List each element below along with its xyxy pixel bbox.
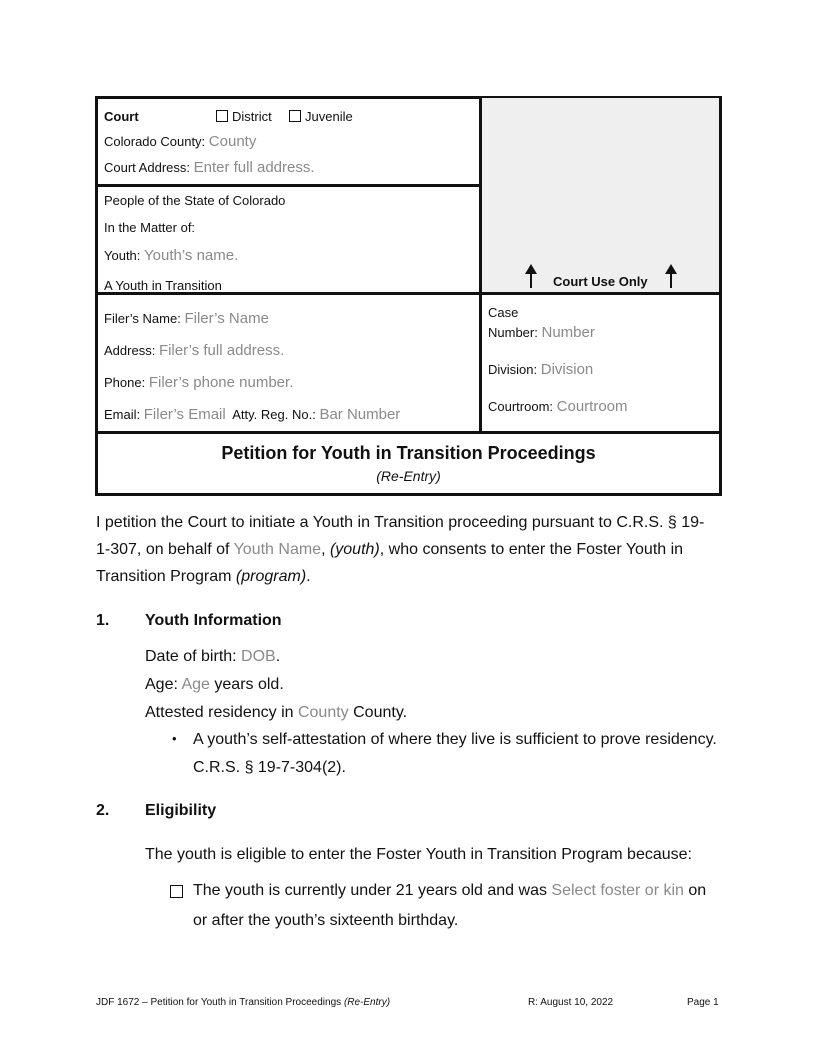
arrow-up-icon [670,268,672,288]
email-row [104,406,400,423]
court-address-label: Court Address: [104,160,190,175]
court-use-area [481,98,719,293]
county-label: Colorado County: [104,134,206,149]
court-address-row [104,159,315,176]
court-use-label: Court Use Only [553,274,648,289]
arrow-up-icon [530,268,532,288]
filer-address-row [104,342,284,359]
dob-field[interactable]: DOB [241,648,276,665]
intro-line-3 [96,568,311,586]
divider [479,96,482,434]
text: County. [348,704,408,721]
intro-line-2 [96,541,683,559]
text: . [306,568,311,585]
option-1-line-2: or after the youth’s sixteenth birthday. [193,912,459,929]
bullet-text-2: C.R.S. § 19-7-304(2). [193,759,346,776]
case-number-field[interactable]: Number [541,324,595,341]
foster-or-kin-dropdown[interactable]: Select foster or kin [551,882,684,899]
phone-row [104,374,293,391]
dob-row [145,648,280,666]
filer-name-field[interactable]: Filer’s Name [184,310,269,327]
residency-row [145,704,407,722]
age-row [145,676,284,694]
county-row [104,133,256,150]
checkbox-icon [216,110,228,122]
text: (program) [235,568,307,585]
juvenile-checkbox[interactable] [289,109,353,124]
document-subtitle: (Re-Entry) [376,468,441,484]
text: The youth is currently under 21 years old and was [193,882,552,899]
filer-address-field[interactable]: Filer’s full address. [158,342,285,359]
youth-name-field[interactable]: Youth Name [233,541,322,558]
text: on [683,882,707,899]
option-1-line-1 [193,882,706,900]
eligibility-intro: The youth is eligible to enter the Foster Youth in Transition Program because: [145,846,692,863]
residency-county-field[interactable]: County [297,704,349,721]
age-field[interactable]: Age [181,676,210,693]
case-number-row [488,324,595,341]
county-field[interactable]: County [208,133,257,150]
text: Transition Program [96,568,236,585]
dob-label: Date of birth: [145,648,242,665]
eligibility-checkbox[interactable] [170,885,183,898]
text: 1-307, on behalf of [96,541,234,558]
youth-row [104,247,238,264]
email-field[interactable]: Filer’s Email [143,406,226,423]
filer-name-label: Filer’s Name: [104,311,181,326]
courtroom-row [488,398,628,415]
footer-revision: R: August 10, 2022 [528,997,614,1008]
case-label: Case [488,305,519,320]
filer-name-row [104,310,269,327]
section-1-title: Youth Information [145,612,282,629]
bullet-text-1: A youth’s self-attestation of where they live is sufficient to prove residency. [193,731,717,748]
people-label: People of the State of Colorado [104,193,286,208]
text: , [321,541,330,558]
number-label: Number: [488,325,538,340]
division-row [488,361,593,378]
footer-form [96,997,390,1008]
text: (youth) [329,541,380,558]
district-checkbox[interactable] [216,109,272,124]
courtroom-field[interactable]: Courtroom [556,398,628,415]
document-title: Petition for Youth in Transition Proceedings [221,443,596,463]
yit-label: A Youth in Transition [104,278,222,293]
courtroom-label: Courtroom: [488,399,554,414]
text: years old. [209,676,284,693]
bullet-icon: • [172,731,177,746]
bar-number-field[interactable]: Bar Number [319,406,401,423]
section-2-number: 2. [96,802,110,819]
age-label: Age: [145,676,182,693]
court-address-field[interactable]: Enter full address. [193,159,315,176]
phone-label: Phone: [104,375,146,390]
atty-label: Atty. Reg. No.: [232,407,316,422]
email-label: Email: [104,407,141,422]
division-label: Division: [488,362,538,377]
residency-label: Attested residency in [145,704,298,721]
divider [95,184,481,187]
juvenile-label: Juvenile [305,109,353,124]
section-2-title: Eligibility [145,802,217,819]
division-field[interactable]: Division [540,361,594,378]
youth-name-field[interactable]: Youth’s name. [144,247,239,264]
youth-label: Youth: [104,248,141,263]
checkbox-icon [289,110,301,122]
phone-field[interactable]: Filer’s phone number. [148,374,294,391]
court-label: Court [104,109,139,124]
footer-page: Page 1 [687,997,719,1008]
matter-label: In the Matter of: [104,220,196,235]
text: JDF 1672 – Petition for Youth in Transition Proceedings [96,997,344,1008]
filer-address-label: Address: [104,343,156,358]
district-label: District [232,109,272,124]
section-1-number: 1. [96,612,110,629]
text: (Re-Entry) [343,997,391,1008]
divider [95,431,722,434]
text: . [275,648,281,665]
intro-line-1: I petition the Court to initiate a Youth in Transition proceeding pursuant to C.R.S. § 19- [96,514,705,531]
text: , who consents to enter the Foster Youth in [379,541,684,558]
